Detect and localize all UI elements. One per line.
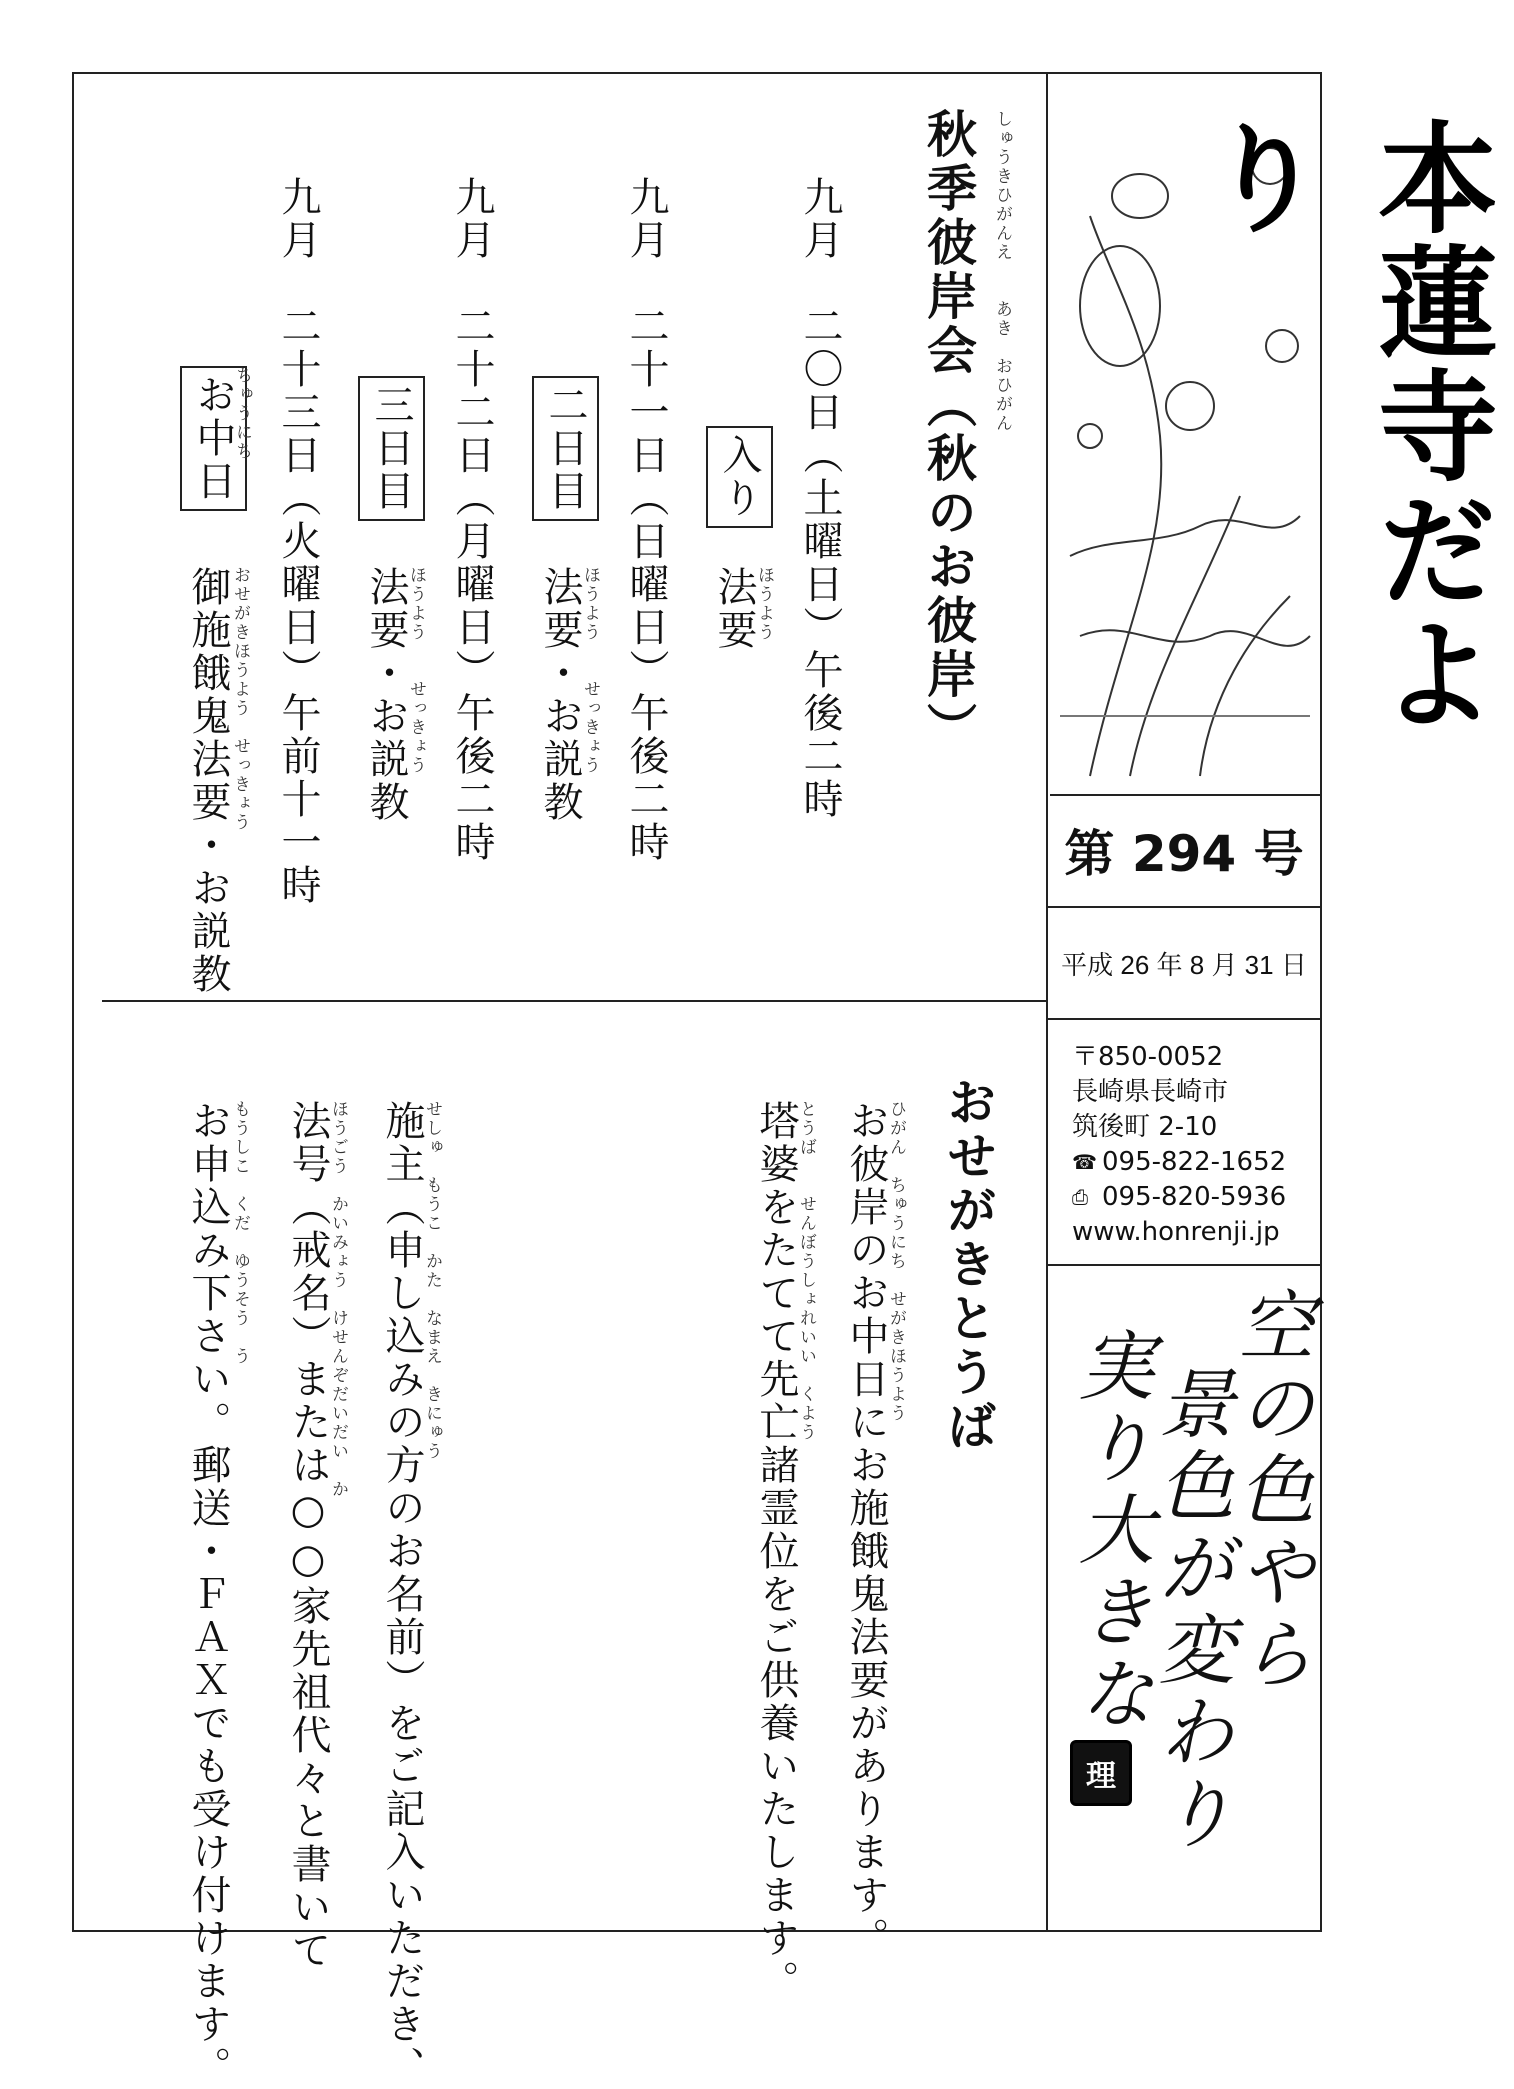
seal-stamp: 理	[1070, 1740, 1132, 1806]
osegaki-title: おせがきとうば	[939, 1076, 998, 1454]
masthead-title: 本蓮寺だより	[1186, 116, 1499, 736]
section-divider	[102, 1000, 1046, 1002]
higan-day-4-date: 九月 二十三日（火曜日）午前十一時	[275, 176, 321, 907]
poem-line-2: 景色が変わり	[1146, 1364, 1235, 1856]
address-line-1: 長崎県長崎市	[1072, 1077, 1229, 1107]
higan-day-4-ruby: おせがきほうよう せっきょう	[230, 566, 250, 832]
issue-number: 第 294 号	[1048, 794, 1320, 908]
issue-date: 平成 26 年 8 月 31 日	[1048, 908, 1320, 1020]
postal-code: 〒850-0052	[1072, 1042, 1224, 1072]
fax-icon: ⎙	[1072, 1185, 1088, 1209]
higan-day-1-badge: 入り	[706, 426, 773, 528]
higan-title: 秋季彼岸会（秋のお彼岸）	[919, 108, 978, 756]
higan-day-3-ruby: ほうよう せっきょう	[406, 566, 426, 775]
osegaki-para-3-ruby: せしゅ もうこ かた なまえ きにゅう	[422, 1100, 442, 1461]
phone-row	[1072, 1145, 1320, 1180]
osegaki-para-4-ruby: ほうごう かいみょう けせんぞだいだい か	[328, 1100, 348, 1499]
higan-day-1-date: 九月 二〇日（土曜日）午後二時	[797, 176, 843, 821]
higan-day-3-date: 九月 二十二日（月曜日）午後二時	[449, 176, 495, 864]
osegaki-para-1-ruby: ひがん ちゅうにち せがきほうよう	[886, 1100, 906, 1423]
higan-day-2-ruby: ほうよう せっきょう	[580, 566, 600, 775]
higan-day-2-date: 九月 二十一日（日曜日）午後二時	[623, 176, 669, 864]
osegaki-para-2-ruby: とうば せんぼうしょれいい くよう	[796, 1100, 816, 1442]
osegaki-para-2: 塔婆をたてて先亡諸霊位をご供養いたします。	[753, 1100, 799, 2003]
higan-day-2-badge: 二日目	[532, 376, 599, 521]
higan-day-4-badge-ruby: ちゅうにち	[232, 366, 252, 461]
higan-day-1-event: 法要	[711, 566, 757, 652]
osegaki-para-5: お申込み下さい。郵送・ＦＡＸでも受け付けます。	[185, 1100, 231, 2089]
contact-block	[1048, 1020, 1320, 1266]
osegaki-para-5-ruby: もうしこ くだ ゆうそう う	[230, 1100, 250, 1366]
higan-day-2-event: 法要・お説教	[537, 566, 583, 824]
higan-day-3-badge: 三日目	[358, 376, 425, 521]
phone-number: 095-822-1652	[1102, 1147, 1287, 1177]
telephone-icon: ☎	[1072, 1150, 1097, 1174]
side-column	[1046, 72, 1499, 1932]
osegaki-para-4: 法号（戒名）または○○家先祖代々と書いて	[285, 1100, 331, 1972]
osegaki-para-3: 施主（申し込みの方のお名前）をご記入いただき、	[379, 1100, 425, 2089]
address-line-2: 筑後町 2-10	[1072, 1112, 1218, 1142]
calligraphy-poem	[1048, 1268, 1320, 1930]
poem-line-3: 実り大きな	[1066, 1326, 1155, 1736]
fax-number: 095-820-5936	[1102, 1182, 1287, 1212]
poem-line-1: 空の色やら	[1226, 1286, 1315, 1696]
fax-row	[1072, 1180, 1320, 1215]
higan-day-4-badge: お中日	[180, 366, 247, 511]
higan-title-ruby: しゅうきひがんえ あき おひがん	[992, 110, 1012, 433]
osegaki-para-1: お彼岸のお中日にお施餓鬼法要があります。	[843, 1100, 889, 1960]
website-link[interactable]: www.honrenji.jp	[1072, 1217, 1280, 1247]
masthead	[1050, 76, 1499, 796]
higan-day-4-event: 御施餓鬼法要・お説教	[185, 566, 231, 996]
higan-day-3-event: 法要・お説教	[363, 566, 409, 824]
higan-day-1-ruby: ほうよう	[754, 566, 774, 642]
